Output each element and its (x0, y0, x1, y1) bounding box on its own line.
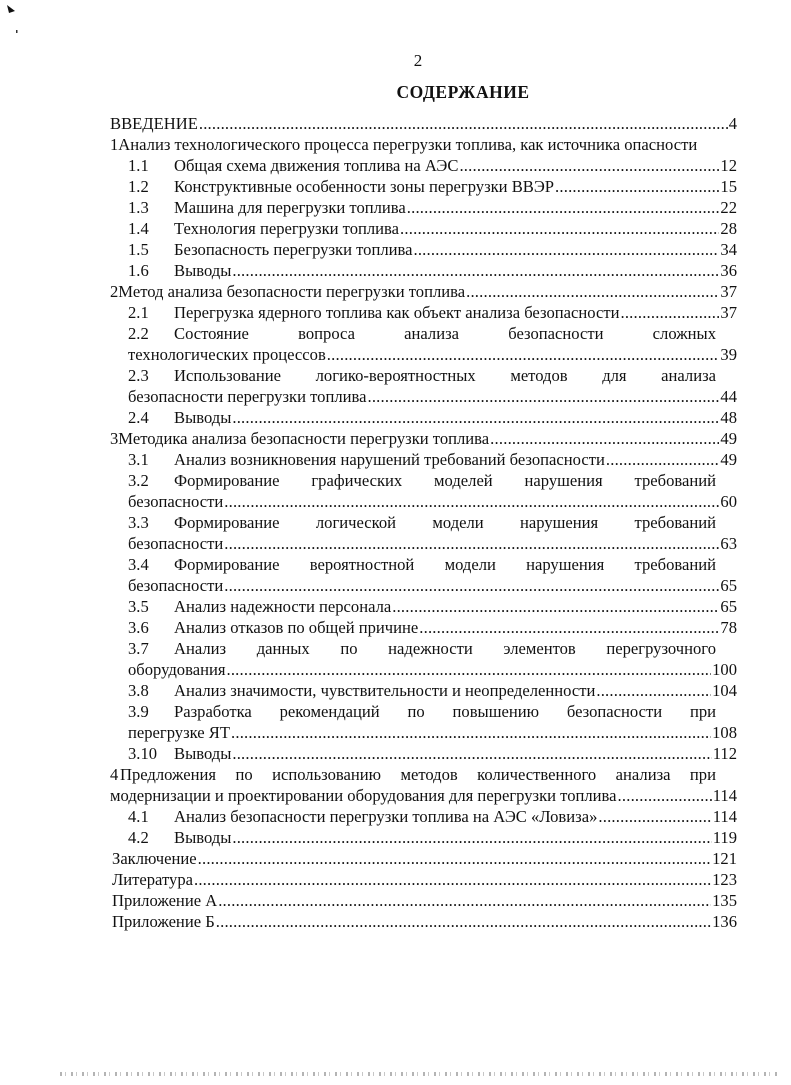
toc-entry-appendix-b[interactable]: Приложение Б ..... 136 (112, 911, 737, 932)
toc-entry-3-3[interactable]: 3.3 Формирование логической модели нарушения требований (128, 513, 716, 532)
toc-entry-2-3-cont[interactable]: безопасности перегрузки топлива ..... 44 (128, 386, 737, 407)
toc-entry-2-1[interactable]: 2.1 Перегрузка ядерного топлива как объект анализа безопасности ..... 37 (128, 302, 737, 323)
scan-corner-mark-icon (6, 4, 20, 34)
toc-entry-3-2-cont[interactable]: безопасности ..... 60 (128, 491, 737, 512)
toc-entry-4-2[interactable]: 4.2 Выводы ..... 119 (128, 827, 737, 848)
toc-entry-conclusion[interactable]: Заключение ..... 121 (112, 848, 737, 869)
toc-entry-3-9[interactable]: 3.9 Разработка рекомендаций по повышению безопасности при (128, 702, 716, 721)
toc-entry-3-7[interactable]: 3.7 Анализ данных по надежности элементов перегрузочного (128, 639, 716, 658)
toc-entry-3-4-cont[interactable]: безопасности ..... 65 (128, 575, 737, 596)
toc-entry-3-1[interactable]: 3.1 Анализ возникновения нарушений требований безопасности ..... 49 (128, 449, 737, 470)
page-title: СОДЕРЖАНИЕ (396, 82, 530, 102)
toc-entry-3-10[interactable]: 3.10 Выводы ..... 112 (128, 743, 737, 764)
toc-entry-chapter-1[interactable]: 1 Анализ технологического процесса перегрузки топлива, как источника опасности (110, 135, 698, 154)
toc-entry-1-6[interactable]: 1.6 Выводы ..... 36 (128, 260, 737, 281)
toc-entry-chapter-4[interactable]: 4 Предложения по использованию методов количественного анализа при (110, 765, 716, 784)
toc-entry-4-1[interactable]: 4.1 Анализ безопасности перегрузки топлива на АЭС «Ловиза» ..... 114 (128, 806, 737, 827)
toc-entry-1-5[interactable]: 1.5 Безопасность перегрузки топлива ..... 34 (128, 239, 737, 260)
toc-entry-3-6[interactable]: 3.6 Анализ отказов по общей причине ..... 78 (128, 617, 737, 638)
toc-entry-3-4[interactable]: 3.4 Формирование вероятностной модели нарушения требований (128, 555, 716, 574)
toc-entry-3-9-cont[interactable]: перегрузке ЯТ ..... 108 (128, 722, 737, 743)
toc-entry-3-8[interactable]: 3.8 Анализ значимости, чувствительности и неопределенности ..... 104 (128, 680, 737, 701)
toc-entry-1-2[interactable]: 1.2 Конструктивные особенности зоны перегрузки ВВЭР ..... 15 (128, 176, 737, 197)
toc-entry-2-2-cont[interactable]: технологических процессов ..... 39 (128, 344, 737, 365)
toc-entry-appendix-a[interactable]: Приложение А ..... 135 (112, 890, 737, 911)
toc-entry-2-4[interactable]: 2.4 Выводы ..... 48 (128, 407, 737, 428)
toc-entry-2-2[interactable]: 2.2 Состояние вопроса анализа безопасности сложных (128, 324, 716, 343)
scan-noise-line (60, 1072, 780, 1076)
toc-entry-1-1[interactable]: 1.1 Общая схема движения топлива на АЭС ..... 12 (128, 155, 737, 176)
toc-entry-introduction[interactable]: ВВЕДЕНИЕ ..... 4 (110, 113, 737, 134)
toc-entry-3-2[interactable]: 3.2 Формирование графических моделей нарушения требований (128, 471, 716, 490)
toc-entry-3-3-cont[interactable]: безопасности ..... 63 (128, 533, 737, 554)
toc-entry-chapter-4-cont[interactable]: модернизации и проектировании оборудования для перегрузки топлива ..... 114 (110, 785, 737, 806)
toc-entry-chapter-3[interactable]: 3 Методика анализа безопасности перегрузки топлива ..... 49 (110, 428, 737, 449)
page-number: 2 (413, 51, 423, 70)
toc-entry-3-7-cont[interactable]: оборудования ..... 100 (128, 659, 737, 680)
toc-entry-literature[interactable]: Литература ..... 123 (112, 869, 737, 890)
toc-entry-chapter-2[interactable]: 2 Метод анализа безопасности перегрузки топлива ..... 37 (110, 281, 737, 302)
toc-entry-2-3[interactable]: 2.3 Использование логико-вероятностных методов для анализа (128, 366, 716, 385)
toc-entry-1-3[interactable]: 1.3 Машина для перегрузки топлива ..... 22 (128, 197, 737, 218)
toc-entry-3-5[interactable]: 3.5 Анализ надежности персонала ..... 65 (128, 596, 737, 617)
toc-entry-1-4[interactable]: 1.4 Технология перегрузки топлива ..... 28 (128, 218, 737, 239)
